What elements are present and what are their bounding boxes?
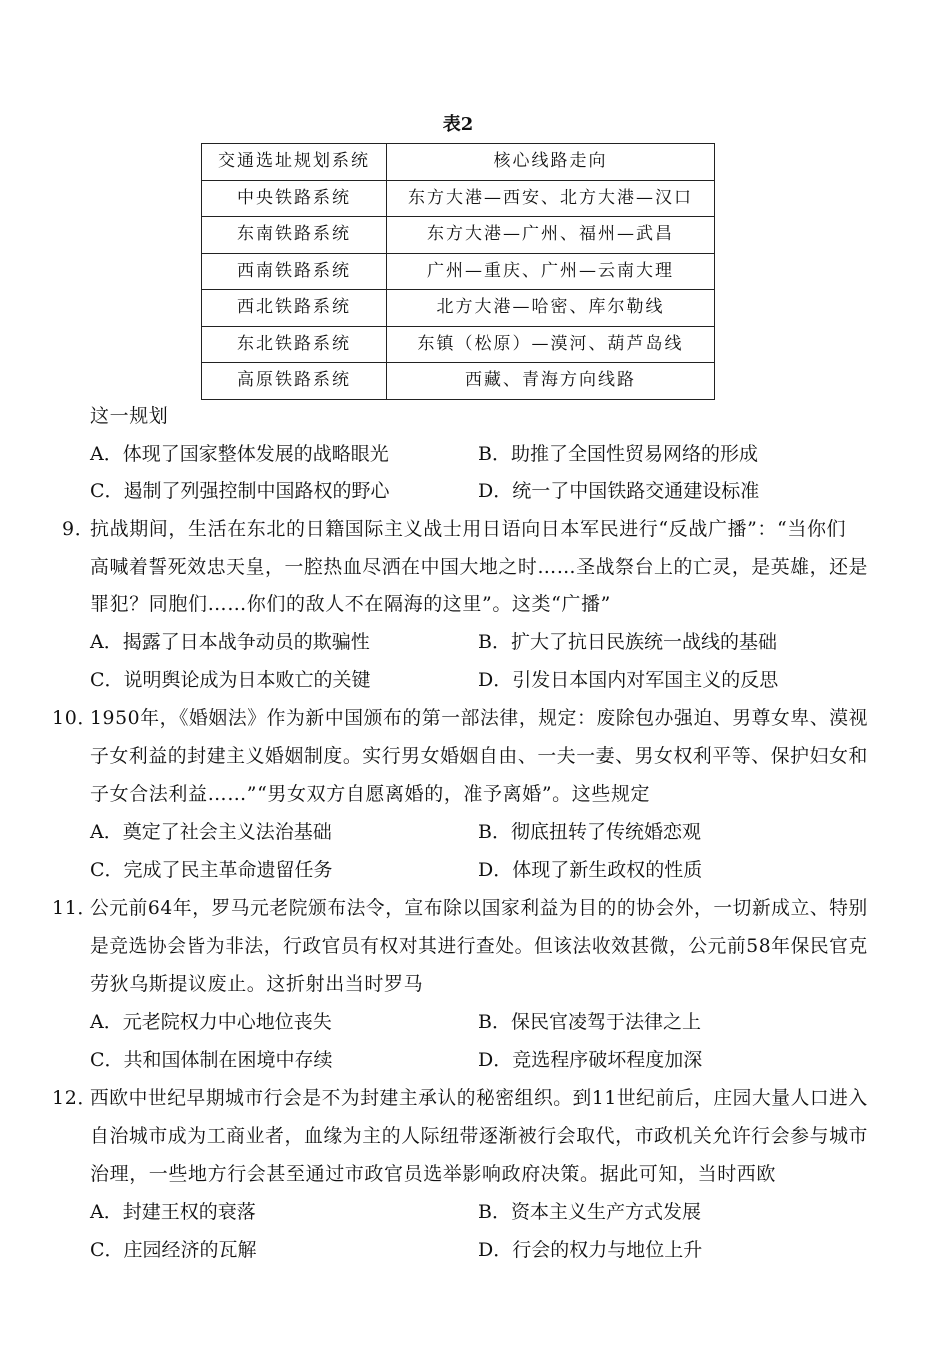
q12-stem-line-2: 自治城市成为工商业者，血缘为主的人际纽带逐渐被行会取代，市政机关允许行会参与城市 [90, 1125, 868, 1147]
table-row [202, 253, 715, 290]
table-cell-system: 东北铁路系统 [202, 326, 387, 363]
table-row [202, 326, 715, 363]
table-cell-system: 西南铁路系统 [202, 253, 387, 290]
q12-stem-line-3: 治理，一些地方行会甚至通过市政官员选举影响政府决策。据此可知，当时西欧 [90, 1163, 777, 1185]
q11-stem-line-1: 公元前64年，罗马元老院颁布法令，宣布除以国家利益为目的的协会外，一切新成立、特别 [90, 897, 868, 919]
table-caption: 表2 [442, 114, 474, 135]
q10-number: 10． [52, 707, 97, 729]
railway-planning-table [201, 143, 715, 400]
table-cell-route: 东方大港—西安、北方大港—汉口 [387, 180, 715, 217]
table-row [202, 217, 715, 254]
q12-option-b[interactable]: B．资本主义生产方式发展 [478, 1201, 701, 1223]
q9-stem-line-3: 罪犯？同胞们……你们的敌人不在隔海的这里”。这类“广播” [90, 593, 611, 615]
table-header-cell: 核心线路走向 [387, 144, 715, 181]
q11-stem-line-3: 劳狄乌斯提议废止。这折射出当时罗马 [90, 973, 424, 995]
q12-option-c[interactable]: C．庄园经济的瓦解 [90, 1239, 257, 1261]
q9-option-c[interactable]: C．说明舆论成为日本败亡的关键 [90, 669, 371, 691]
q9-stem-line-1: 抗战期间，生活在东北的日籍国际主义战士用日语向日本军民进行“反战广播”：“当你们 [90, 518, 847, 540]
q12-number: 12． [52, 1087, 97, 1109]
table-cell-route: 东方大港—广州、福州—武昌 [387, 217, 715, 254]
q10-option-c[interactable]: C．完成了民主革命遗留任务 [90, 859, 333, 881]
q10-stem-line-2: 子女利益的封建主义婚姻制度。实行男女婚姻自由、一夫一妻、男女权利平等、保护妇女和 [90, 745, 868, 767]
q8-option-a[interactable]: A．体现了国家整体发展的战略眼光 [90, 443, 389, 465]
q10-option-d[interactable]: D．体现了新生政权的性质 [478, 859, 703, 881]
table-header-row [202, 144, 715, 181]
table-cell-system: 中央铁路系统 [202, 180, 387, 217]
table-header-cell: 交通选址规划系统 [202, 144, 387, 181]
q11-number: 11． [52, 897, 97, 919]
table-row [202, 290, 715, 327]
q8-option-d[interactable]: D．统一了中国铁路交通建设标准 [478, 480, 760, 502]
q11-option-d[interactable]: D．竞选程序破坏程度加深 [478, 1049, 703, 1071]
q12-option-d[interactable]: D．行会的权力与地位上升 [478, 1239, 703, 1261]
q11-option-a[interactable]: A．元老院权力中心地位丧失 [90, 1011, 332, 1033]
q9-option-b[interactable]: B．扩大了抗日民族统一战线的基础 [478, 631, 777, 653]
q9-option-a[interactable]: A．揭露了日本战争动员的欺骗性 [90, 631, 370, 653]
q12-stem-line-1: 西欧中世纪早期城市行会是不为封建主承认的秘密组织。到11世纪前后，庄园大量人口进入 [90, 1087, 868, 1109]
q11-stem-line-2: 是竞选协会皆为非法，行政官员有权对其进行查处。但该法收效甚微，公元前58年保民官克 [90, 935, 868, 957]
q10-option-b[interactable]: B．彻底扭转了传统婚恋观 [478, 821, 701, 843]
table-cell-route: 北方大港—哈密、库尔勒线 [387, 290, 715, 327]
q8-option-b[interactable]: B．助推了全国性贸易网络的形成 [478, 443, 758, 465]
q10-stem-line-3: 子女合法利益……”“男女双方自愿离婚的，准予离婚”。这些规定 [90, 783, 651, 805]
table-row [202, 180, 715, 217]
q12-option-a[interactable]: A．封建王权的衰落 [90, 1201, 256, 1223]
table-cell-route: 西藏、青海方向线路 [387, 363, 715, 400]
table-cell-system: 高原铁路系统 [202, 363, 387, 400]
table-cell-route: 东镇（松原）—漠河、葫芦岛线 [387, 326, 715, 363]
q9-stem-line-2: 高喊着誓死效忠天皇，一腔热血尽洒在中国大地之时……圣战祭台上的亡灵，是英雄，还是 [90, 556, 868, 578]
q10-stem-line-1: 1950年，《婚姻法》作为新中国颁布的第一部法律，规定：废除包办强迫、男尊女卑、漠视 [90, 707, 869, 729]
q9-option-d[interactable]: D．引发日本国内对军国主义的反思 [478, 669, 779, 691]
q8-stem-tail: 这一规划 [90, 405, 169, 427]
q8-option-c[interactable]: C．遏制了列强控制中国路权的野心 [90, 480, 390, 502]
table-cell-system: 东南铁路系统 [202, 217, 387, 254]
q11-option-c[interactable]: C．共和国体制在困境中存续 [90, 1049, 333, 1071]
table-row [202, 363, 715, 400]
q11-option-b[interactable]: B．保民官凌驾于法律之上 [478, 1011, 701, 1033]
q10-option-a[interactable]: A．奠定了社会主义法治基础 [90, 821, 332, 843]
q9-number: 9． [62, 518, 95, 540]
table-cell-system: 西北铁路系统 [202, 290, 387, 327]
table-cell-route: 广州—重庆、广州—云南大理 [387, 253, 715, 290]
